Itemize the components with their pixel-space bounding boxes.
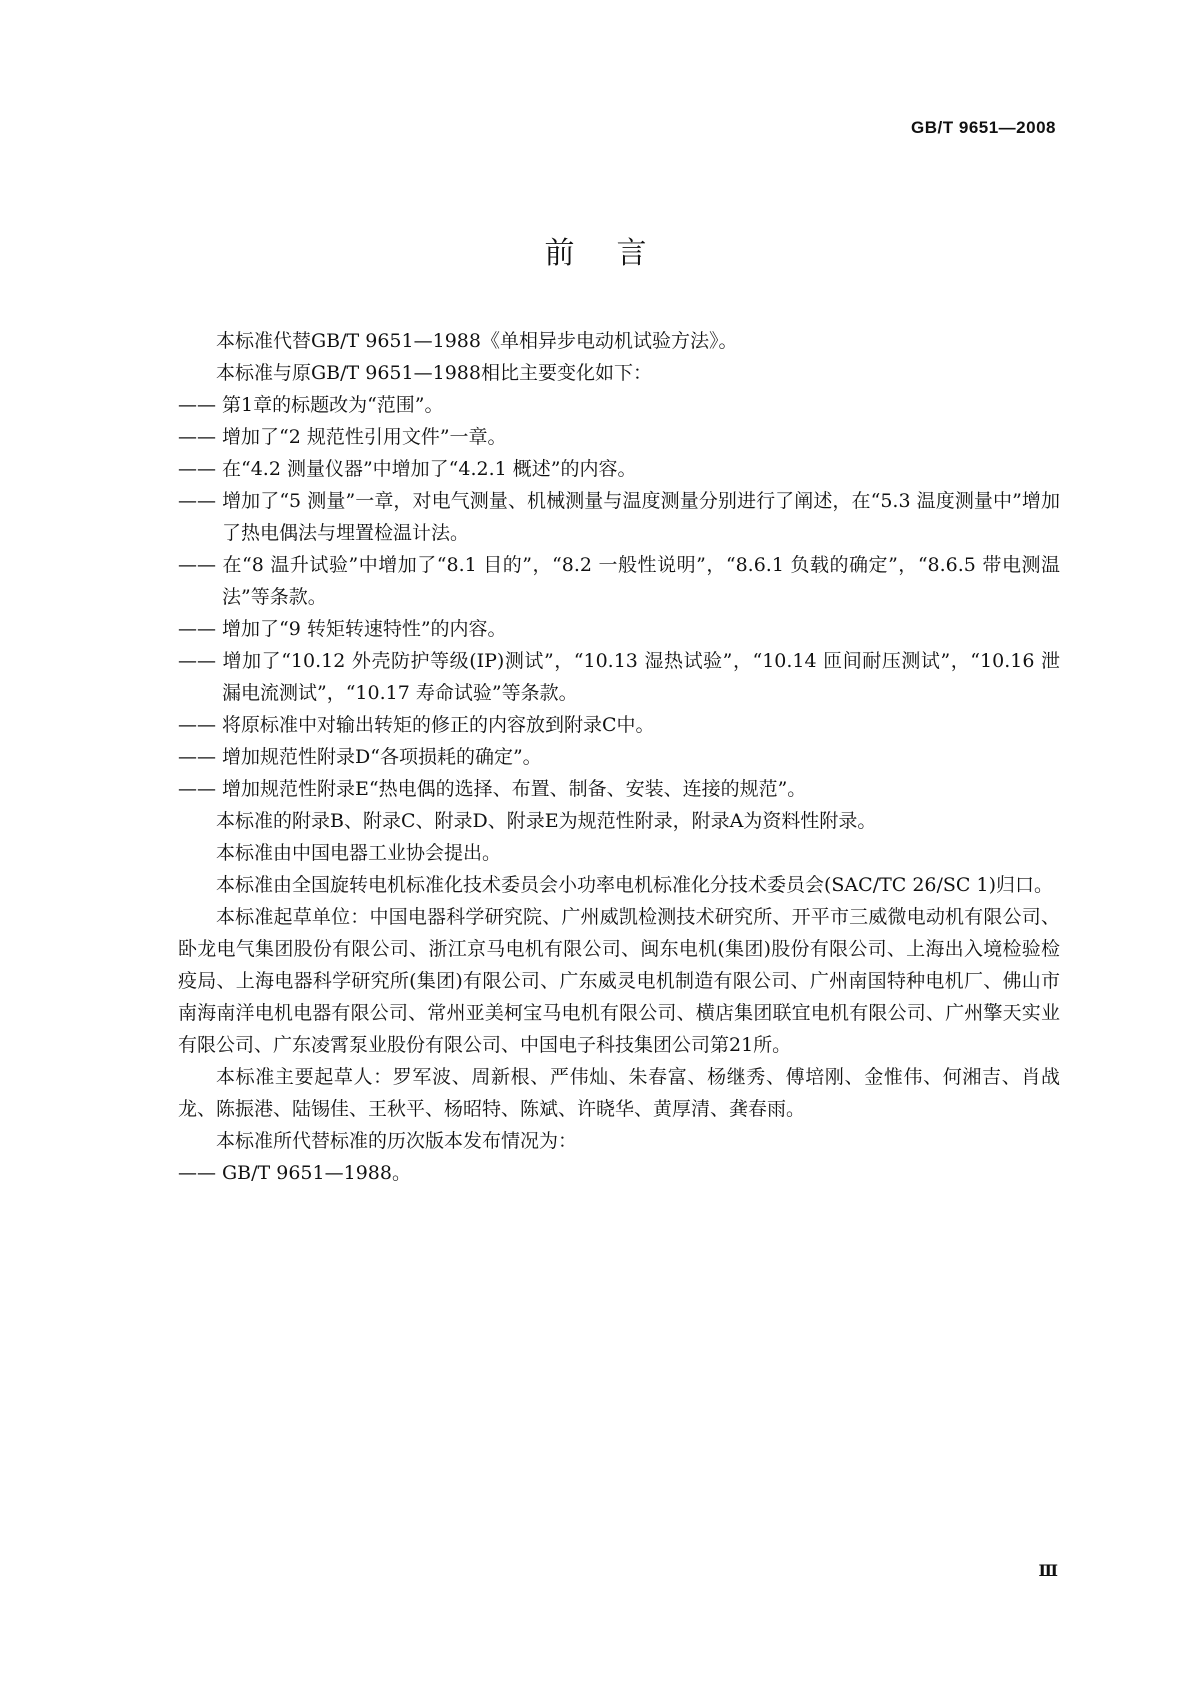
change-text: 在“4.2 测量仪器”中增加了“4.2.1 概述”的内容。 bbox=[222, 458, 637, 480]
dash-marker: —— bbox=[178, 650, 216, 672]
drafting-units-paragraph: 本标准起草单位：中国电器科学研究院、广州威凯检测技术研究所、开平市三威微电动机有限公司、卧龙电气集团股份有限公司、浙江京马电机有限公司、闽东电机(集团)股份有限公司、上海出入境检验检疫局、上海电器科学研究所(集团)有限公司、广东威灵电机制造有限公司、广州南国特种电机厂、佛山市南海南洋电机电器有限公司、常州亚美柯宝马电机有限公司、横店集团联宜电机有限公司、广州擎天实业有限公司、广东凌霄泵业股份有限公司、中国电子科技集团公司第21所。 bbox=[178, 906, 1060, 1056]
change-item bbox=[178, 613, 1060, 645]
change-text: 在“8 温升试验”中增加了“8.1 目的”，“8.2 一般性说明”，“8.6.1 负载的确定”，“8.6.5 带电测温法”等条款。 bbox=[222, 554, 1060, 608]
drafters-paragraph: 本标准主要起草人：罗军波、周新根、严伟灿、朱春富、杨继秀、傅培刚、金惟伟、何湘吉、肖战龙、陈振港、陆锡佳、王秋平、杨昭特、陈斌、许晓华、黄厚清、龚春雨。 bbox=[178, 1066, 1060, 1120]
dash-marker: —— bbox=[178, 490, 216, 512]
change-item bbox=[178, 485, 1060, 549]
change-text: 增加了“5 测量”一章，对电气测量、机械测量与温度测量分别进行了阐述，在“5.3 温度测量中”增加了热电偶法与埋置检温计法。 bbox=[222, 490, 1060, 544]
change-item bbox=[178, 389, 1060, 421]
dash-marker: —— bbox=[178, 778, 216, 800]
change-item bbox=[178, 453, 1060, 485]
page-number: Ⅲ bbox=[1038, 1561, 1058, 1580]
dash-marker: —— bbox=[178, 1162, 216, 1184]
page-title: 前言 bbox=[544, 236, 689, 271]
change-text: 增加规范性附录D“各项损耗的确定”。 bbox=[222, 746, 542, 768]
change-text: 将原标准中对输出转矩的修正的内容放到附录C中。 bbox=[222, 714, 655, 736]
dash-marker: —— bbox=[178, 714, 216, 736]
statement-paragraph: 本标准由中国电器工业协会提出。 bbox=[216, 842, 502, 864]
change-text: 增加规范性附录E“热电偶的选择、布置、制备、安装、连接的规范”。 bbox=[222, 778, 807, 800]
intro-paragraph: 本标准与原GB/T 9651—1988相比主要变化如下： bbox=[216, 362, 652, 384]
change-item bbox=[178, 645, 1060, 709]
dash-marker: —— bbox=[178, 426, 216, 448]
history-text: GB/T 9651—1988。 bbox=[222, 1162, 411, 1184]
dash-marker: —— bbox=[178, 458, 216, 480]
statement-paragraph: 本标准由全国旋转电机标准化技术委员会小功率电机标准化分技术委员会(SAC/TC 26/SC 1)归口。 bbox=[216, 874, 1054, 896]
intro-paragraph: 本标准代替GB/T 9651—1988《单相异步电动机试验方法》。 bbox=[216, 330, 738, 352]
change-item bbox=[178, 741, 1060, 773]
change-text: 第1章的标题改为“范围”。 bbox=[222, 394, 444, 416]
statement-paragraph: 本标准的附录B、附录C、附录D、附录E为规范性附录，附录A为资料性附录。 bbox=[216, 810, 877, 832]
dash-marker: —— bbox=[178, 394, 216, 416]
change-text: 增加了“9 转矩转速特性”的内容。 bbox=[222, 618, 507, 640]
dash-marker: —— bbox=[178, 618, 216, 640]
change-list bbox=[178, 389, 1060, 805]
dash-marker: —— bbox=[178, 746, 216, 768]
change-item bbox=[178, 773, 1060, 805]
change-item bbox=[178, 549, 1060, 613]
change-item bbox=[178, 709, 1060, 741]
change-item bbox=[178, 421, 1060, 453]
history-intro-paragraph: 本标准所代替标准的历次版本发布情况为： bbox=[216, 1130, 578, 1152]
history-item bbox=[178, 1157, 1060, 1189]
change-text: 增加了“2 规范性引用文件”一章。 bbox=[222, 426, 507, 448]
dash-marker: —— bbox=[178, 554, 216, 576]
standard-code: GB/T 9651—2008 bbox=[911, 118, 1056, 137]
document-body bbox=[178, 325, 1060, 1189]
change-text: 增加了“10.12 外壳防护等级(IP)测试”，“10.13 湿热试验”，“10.14 匝间耐压测试”，“10.16 泄漏电流测试”，“10.17 寿命试验”等条款。 bbox=[222, 650, 1060, 704]
